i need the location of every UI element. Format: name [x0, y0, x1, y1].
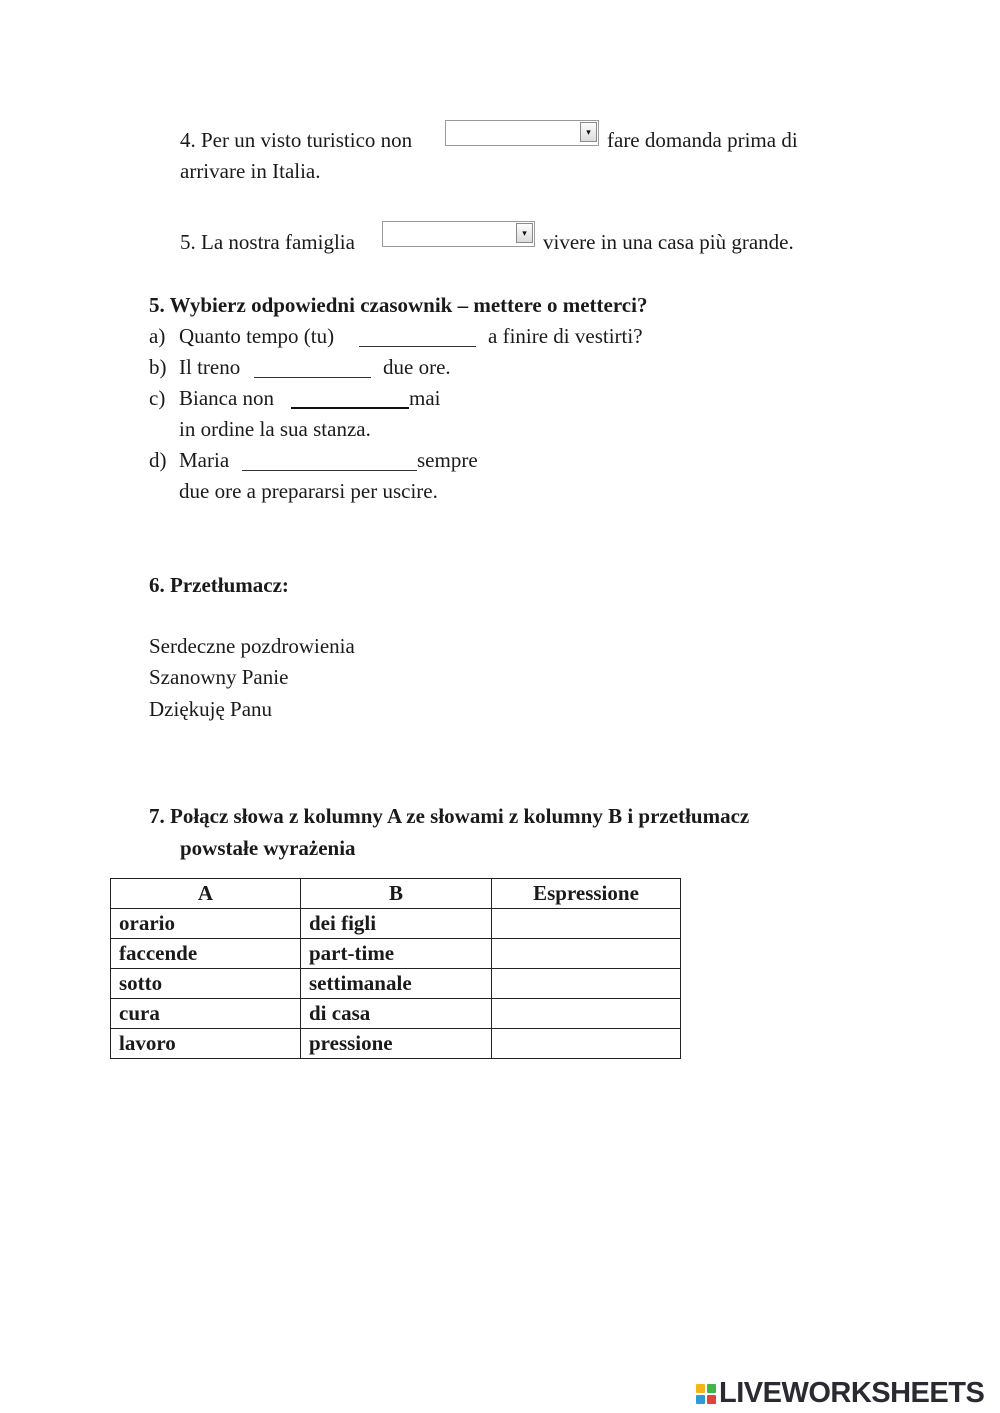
- chevron-down-icon[interactable]: ▾: [516, 223, 533, 243]
- table-header-row: [111, 879, 681, 909]
- logo-square: [696, 1395, 705, 1404]
- q4-text-line2: arrivare in Italia.: [180, 159, 321, 183]
- q4-text-before: 4. Per un visto turistico non: [180, 128, 413, 152]
- item-c-line2: in ordine la sua stanza.: [179, 417, 371, 441]
- cell-espressione[interactable]: [492, 939, 681, 969]
- cell-a: cura: [111, 999, 301, 1029]
- matching-table: [110, 878, 681, 1059]
- logo-text: LIVEWORKSHEETS: [719, 1377, 985, 1409]
- section7-title-line2: powstałe wyrażenia: [180, 836, 356, 860]
- item-d-after: sempre: [417, 448, 478, 472]
- item-d-before: Maria: [179, 448, 230, 472]
- cell-a: orario: [111, 909, 301, 939]
- table-row: [111, 939, 681, 969]
- cell-a: lavoro: [111, 1029, 301, 1059]
- liveworksheets-logo: [696, 1377, 984, 1410]
- header-b: B: [301, 879, 492, 909]
- cell-a: sotto: [111, 969, 301, 999]
- item-b-blank[interactable]: [254, 376, 371, 378]
- item-c-before: Bianca non: [179, 386, 275, 410]
- q4-dropdown[interactable]: [445, 120, 599, 146]
- item-d-blank[interactable]: [242, 469, 417, 471]
- q5-dropdown[interactable]: [382, 221, 535, 247]
- item-c-letter: c): [149, 386, 166, 410]
- item-a-letter: a): [149, 324, 166, 348]
- item-d-line2: due ore a prepararsi per uscire.: [179, 479, 438, 503]
- header-espressione: Espressione: [492, 879, 681, 909]
- logo-square: [707, 1384, 716, 1393]
- section6-title: 6. Przetłumacz:: [149, 573, 289, 597]
- translate-line: Szanowny Panie: [149, 665, 289, 689]
- item-a-after: a finire di vestirti?: [488, 324, 643, 348]
- cell-b: part-time: [301, 939, 492, 969]
- cell-b: settimanale: [301, 969, 492, 999]
- header-a: A: [111, 879, 301, 909]
- cell-b: di casa: [301, 999, 492, 1029]
- q5-text-before: 5. La nostra famiglia: [180, 230, 355, 254]
- translate-line: Dziękuję Panu: [149, 697, 273, 721]
- section5-title: 5. Wybierz odpowiedni czasownik – mettere o metterci?: [149, 293, 648, 317]
- item-a-blank[interactable]: [359, 345, 476, 347]
- cell-b: pressione: [301, 1029, 492, 1059]
- cell-espressione[interactable]: [492, 999, 681, 1029]
- item-a-before: Quanto tempo (tu): [179, 324, 335, 348]
- section7-title: 7. Połącz słowa z kolumny A ze słowami z kolumny B i przetłumacz: [149, 804, 750, 828]
- cell-espressione[interactable]: [492, 1029, 681, 1059]
- table-row: [111, 909, 681, 939]
- q5-text-after: vivere in una casa più grande.: [543, 230, 794, 254]
- item-c-after: mai: [409, 386, 441, 410]
- logo-mark-icon: [696, 1384, 716, 1404]
- cell-espressione[interactable]: [492, 969, 681, 999]
- item-b-after: due ore.: [383, 355, 451, 379]
- table-row: [111, 969, 681, 999]
- logo-square: [707, 1395, 716, 1404]
- item-c-blank[interactable]: [291, 406, 409, 409]
- cell-espressione[interactable]: [492, 909, 681, 939]
- item-b-letter: b): [149, 355, 167, 379]
- cell-b: dei figli: [301, 909, 492, 939]
- chevron-down-icon[interactable]: ▾: [580, 122, 597, 142]
- table-row: [111, 1029, 681, 1059]
- table-row: [111, 999, 681, 1029]
- q4-text-after: fare domanda prima di: [607, 128, 798, 152]
- logo-square: [696, 1384, 705, 1393]
- translate-line: Serdeczne pozdrowienia: [149, 634, 355, 658]
- item-b-before: Il treno: [179, 355, 241, 379]
- item-d-letter: d): [149, 448, 167, 472]
- cell-a: faccende: [111, 939, 301, 969]
